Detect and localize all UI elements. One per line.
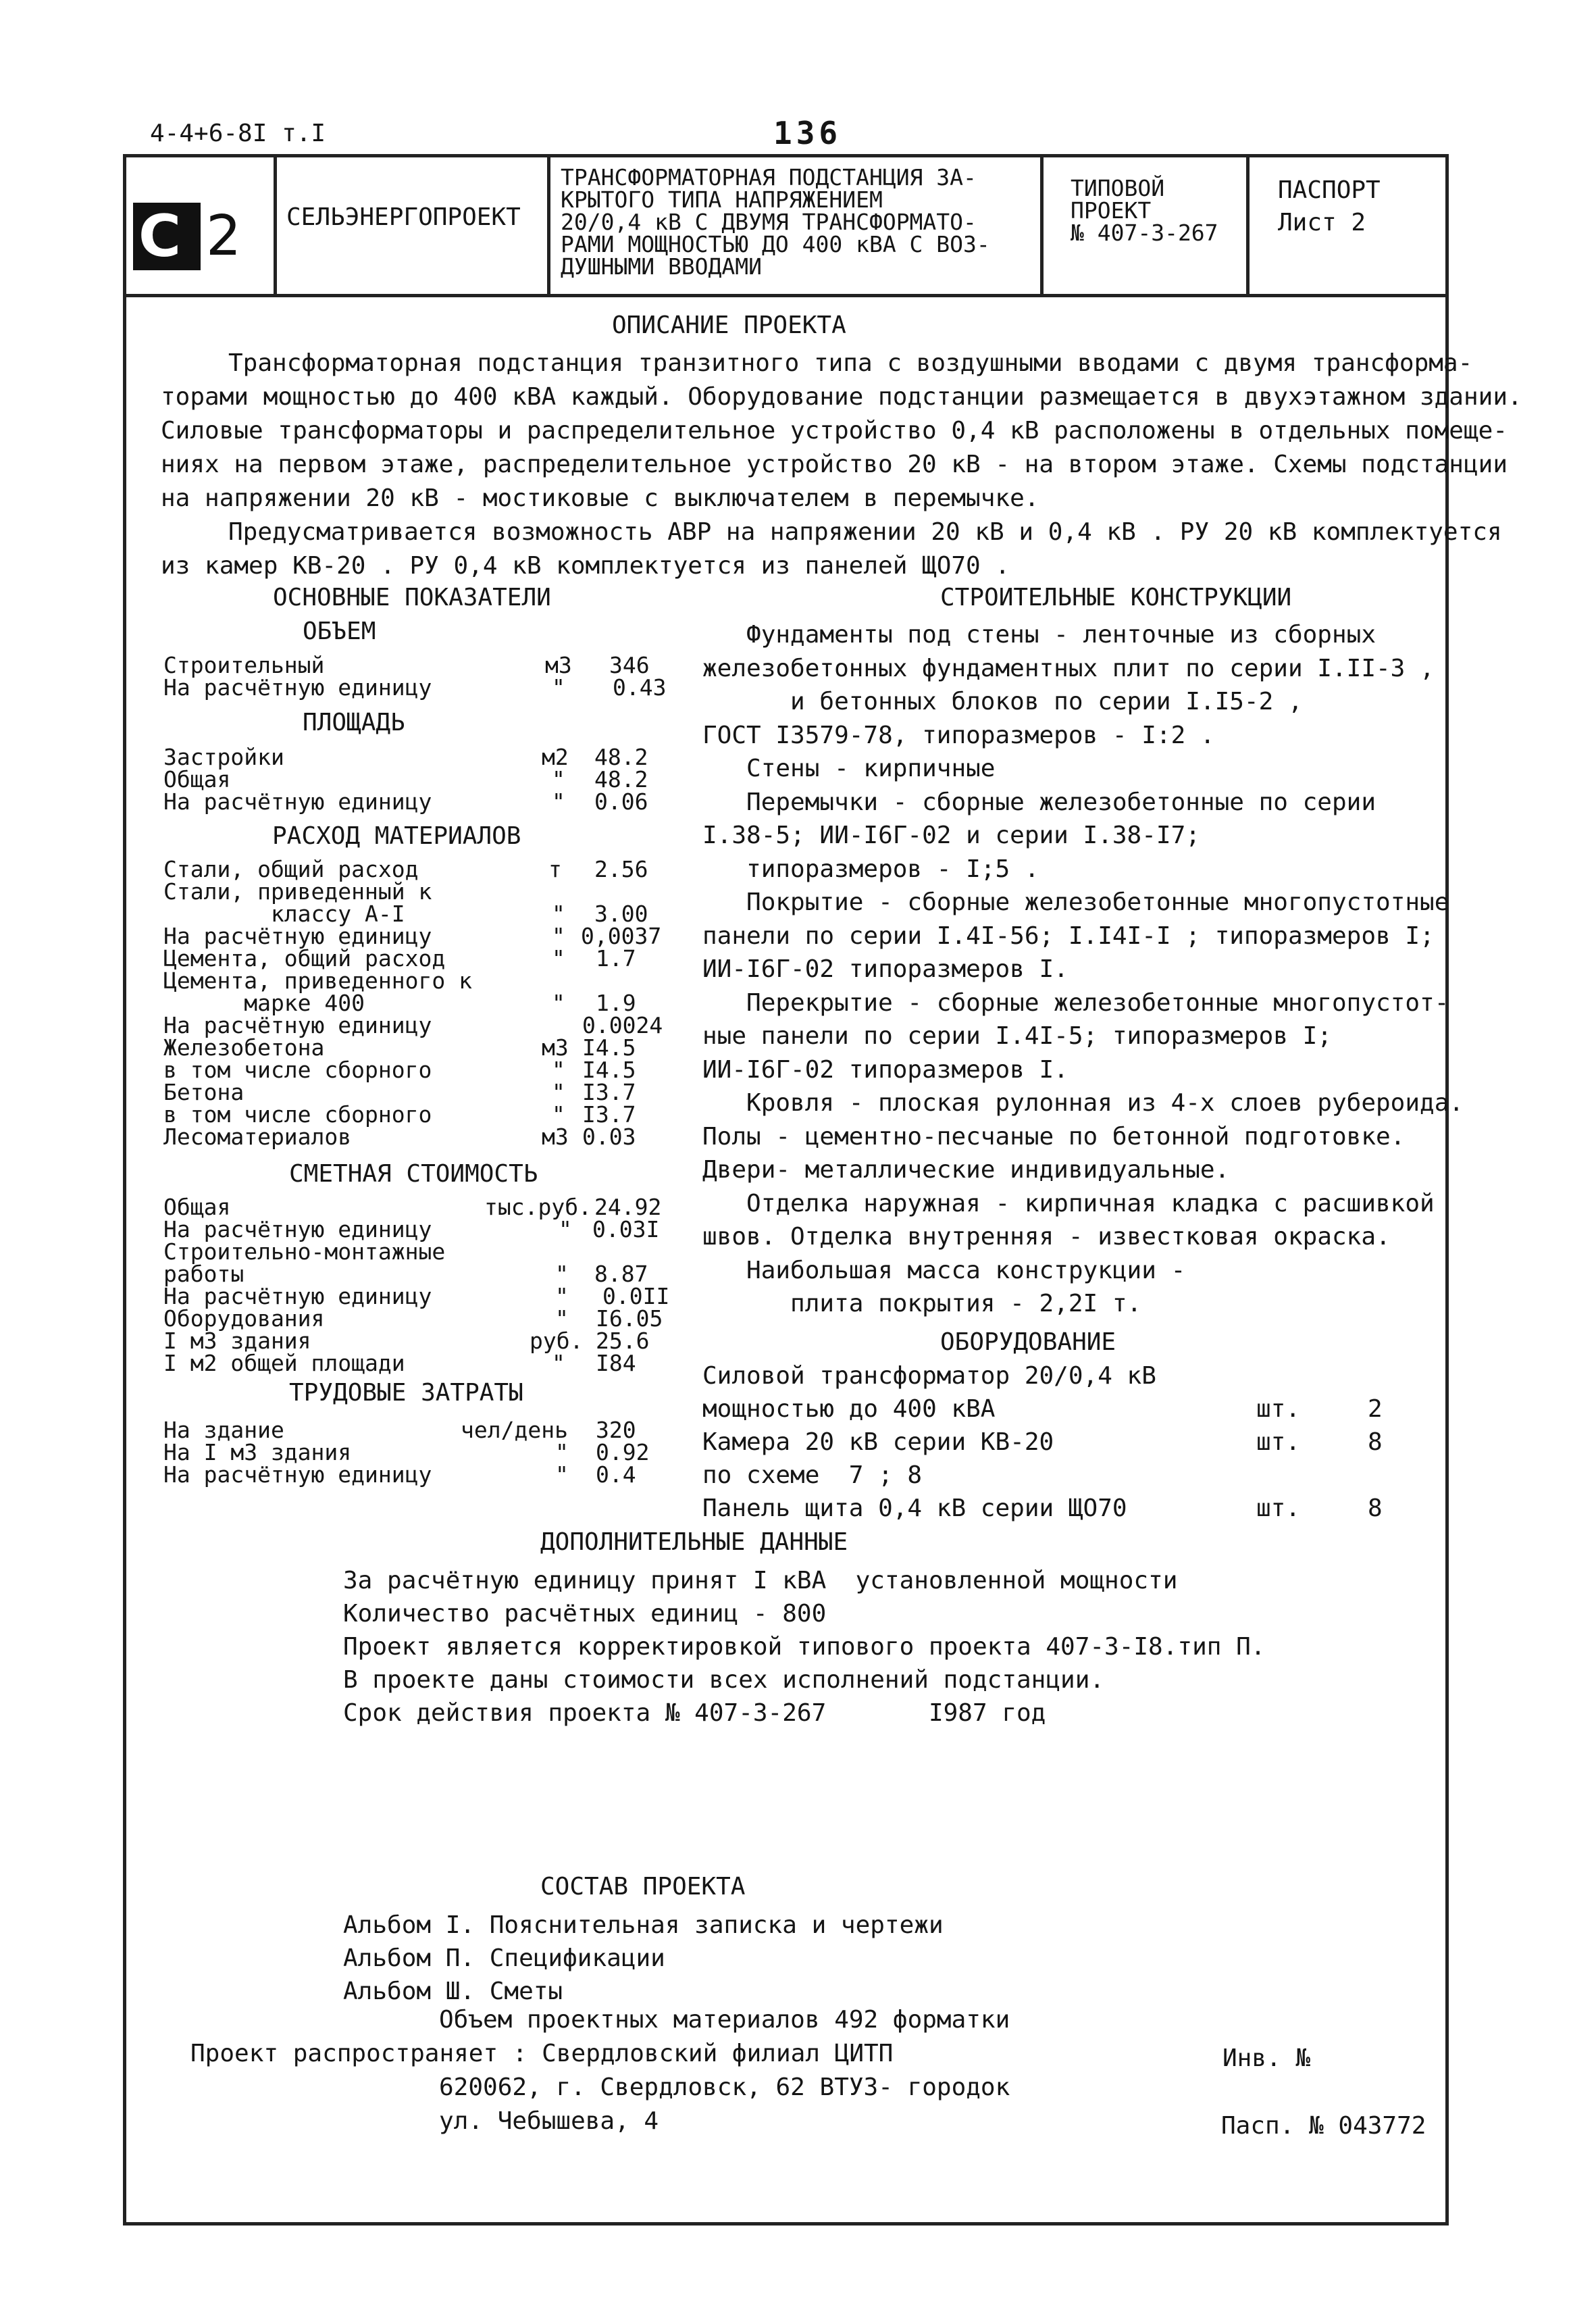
constructions-line: и бетонных блоков по серии I.I5-2 , bbox=[702, 688, 1303, 715]
indicator-row bbox=[163, 947, 717, 970]
indicator-label: I м3 здания bbox=[163, 1328, 311, 1354]
indicator-value: 1.7 bbox=[596, 945, 636, 972]
passport-label: ПАСПОРТ bbox=[1278, 176, 1381, 204]
additional-text bbox=[343, 1564, 1265, 1730]
indicator-unit: чел/день bbox=[461, 1417, 568, 1443]
additional-heading: ДОПОЛНИТЕЛЬНЫЕ ДАННЫЕ bbox=[540, 1528, 848, 1556]
indicator-label: в том числе сборного bbox=[163, 1101, 432, 1128]
constructions-line: Двери- металлические индивидуальные. bbox=[702, 1156, 1230, 1184]
title-block-divider bbox=[1040, 154, 1044, 297]
indicator-label: На расчётную единицу bbox=[163, 1012, 432, 1038]
indicator-unit: " bbox=[552, 766, 565, 793]
indicator-row bbox=[163, 676, 717, 699]
equipment-row bbox=[702, 1462, 1432, 1495]
indicator-label: Лесоматериалов bbox=[163, 1124, 352, 1150]
indicator-row bbox=[163, 1463, 717, 1486]
indicator-row bbox=[163, 1081, 717, 1103]
project-type-line: ПРОЕКТ bbox=[1071, 197, 1152, 224]
indicator-label: Бетона bbox=[163, 1079, 244, 1105]
indicator-value: 0.92 bbox=[596, 1439, 650, 1465]
equipment-label: Камера 20 кВ серии КВ-20 bbox=[702, 1428, 1054, 1456]
title-block-divider bbox=[547, 154, 550, 297]
description-heading: ОПИСАНИЕ ПРОЕКТА bbox=[612, 311, 846, 339]
constructions-line: Стены - кирпичные bbox=[702, 755, 996, 782]
constructions-line: типоразмеров - I;5 . bbox=[702, 855, 1039, 883]
indicator-value: I4.5 bbox=[582, 1034, 636, 1061]
indicator-row bbox=[163, 790, 717, 813]
indicator-unit: " bbox=[555, 1305, 569, 1332]
constructions-line: ГОСТ I3579-78, типоразмеров - I:2 . bbox=[702, 721, 1215, 749]
description-line: из камер КВ-20 . РУ 0,4 кВ комплектуется из панелей ЩО70 . bbox=[161, 552, 1010, 580]
indicator-unit: руб. bbox=[530, 1328, 584, 1354]
indicator-row bbox=[163, 1285, 717, 1307]
indicator-value: 0.0II bbox=[602, 1283, 670, 1309]
project-title bbox=[561, 166, 990, 278]
project-title-line: РАМИ МОЩНОСТЬЮ ДО 400 кВА С ВОЗ- bbox=[561, 231, 990, 257]
labor-table bbox=[163, 1419, 717, 1486]
equipment-label: Панель щита 0,4 кВ серии ЩО70 bbox=[702, 1494, 1127, 1522]
indicator-label: Оборудования bbox=[163, 1305, 325, 1332]
indicator-unit: м2 bbox=[542, 744, 569, 770]
constructions-line: швов. Отделка внутренняя - известковая окраска. bbox=[702, 1223, 1391, 1251]
indicator-label: Строительно-монтажные bbox=[163, 1238, 446, 1265]
indicator-row bbox=[163, 1307, 717, 1330]
indicator-value: I4.5 bbox=[582, 1057, 636, 1083]
description-text bbox=[161, 347, 1522, 583]
indicator-row bbox=[163, 925, 717, 947]
indicator-row bbox=[163, 1240, 717, 1263]
indicators-heading: ОСНОВНЫЕ ПОКАЗАТЕЛИ bbox=[273, 584, 551, 611]
indicator-row bbox=[163, 1419, 717, 1441]
indicator-unit: " bbox=[552, 1057, 565, 1083]
organization-logo bbox=[133, 203, 255, 270]
constructions-line: Наибольшая масса конструкции - bbox=[702, 1256, 1186, 1284]
indicator-row bbox=[163, 1014, 717, 1036]
indicator-unit: " bbox=[552, 788, 565, 815]
indicator-unit: " bbox=[555, 1439, 569, 1465]
indicator-label: Застройки bbox=[163, 744, 284, 770]
document-code: 4-4+6-8I т.I bbox=[150, 120, 326, 147]
cost-table bbox=[163, 1196, 717, 1374]
constructions-line: Фундаменты под стены - ленточные из сборных bbox=[702, 621, 1376, 649]
indicator-value: 0.03I bbox=[592, 1216, 660, 1242]
address-line: ул. Чебышева, 4 bbox=[439, 2107, 659, 2135]
indicator-label: Цемента, приведенного к bbox=[163, 967, 472, 994]
indicator-row bbox=[163, 1126, 717, 1148]
indicator-value: 0.0024 bbox=[582, 1012, 663, 1038]
additional-line: Проект является корректировкой типового проекта 407-3-I8.тип П. bbox=[343, 1633, 1266, 1661]
constructions-line: Покрытие - сборные железобетонные многопустотные bbox=[702, 888, 1449, 916]
indicator-label: марке 400 bbox=[163, 990, 365, 1016]
indicator-label: Строительный bbox=[163, 652, 325, 678]
indicator-row bbox=[163, 992, 717, 1014]
indicator-label: Цемента, общий расход bbox=[163, 945, 446, 972]
indicator-value: 25.6 bbox=[596, 1328, 650, 1354]
indicator-unit: " bbox=[552, 1079, 565, 1105]
passport-number: Пасп. № 043772 bbox=[1221, 2112, 1426, 2140]
indicator-value: 0.4 bbox=[596, 1461, 636, 1488]
indicator-value: 8.87 bbox=[594, 1261, 648, 1287]
indicator-value: I3.7 bbox=[582, 1079, 636, 1105]
indicator-label: в том числе сборного bbox=[163, 1057, 432, 1083]
indicator-value: 0.03 bbox=[582, 1124, 636, 1150]
description-line: Трансформаторная подстанция транзитного типа с воздушными вводами с двумя трансформа- bbox=[228, 349, 1473, 377]
indicator-row bbox=[163, 858, 717, 880]
cost-heading: СМЕТНАЯ СТОИМОСТЬ bbox=[289, 1160, 538, 1188]
indicator-label: На расчётную единицу bbox=[163, 1216, 432, 1242]
constructions-text bbox=[702, 618, 1464, 1321]
project-title-line: КРЫТОГО ТИПА НАПРЯЖЕНИЕМ bbox=[561, 186, 883, 213]
indicator-value: 2.56 bbox=[594, 856, 648, 882]
album-item: Альбом I. Пояснительная записка и чертежи bbox=[343, 1911, 944, 1939]
indicator-row bbox=[163, 1441, 717, 1463]
materials-volume: Объем проектных материалов 492 форматки bbox=[439, 2006, 1010, 2034]
description-line: Силовые трансформаторы и распределительное устройство 0,4 кВ расположены в отдельных помеще- bbox=[161, 417, 1508, 445]
indicator-value: 320 bbox=[596, 1417, 636, 1443]
additional-line: В проекте даны стоимости всех исполнений подстанции. bbox=[343, 1666, 1105, 1694]
page-number: 136 bbox=[773, 115, 842, 151]
indicator-row bbox=[163, 1330, 717, 1352]
indicator-row bbox=[163, 967, 717, 994]
indicator-label: I м2 общей площади bbox=[163, 1350, 405, 1376]
constructions-line: панели по серии I.4I-56; I.I4I-I ; типоразмеров I; bbox=[702, 922, 1435, 950]
indicator-unit: " bbox=[552, 674, 565, 701]
equipment-unit: шт. bbox=[1256, 1428, 1301, 1456]
equipment-unit: шт. bbox=[1256, 1395, 1301, 1423]
equipment-table bbox=[702, 1363, 1432, 1528]
constructions-heading: СТРОИТЕЛЬНЫЕ КОНСТРУКЦИИ bbox=[940, 584, 1292, 611]
project-title-line: 20/0,4 кВ С ДВУМЯ ТРАНСФОРМАТО- bbox=[561, 209, 977, 235]
indicator-row bbox=[163, 1059, 717, 1081]
indicator-unit: " bbox=[555, 1283, 569, 1309]
constructions-line: плита покрытия - 2,2I т. bbox=[702, 1290, 1142, 1317]
album-item: Альбом Ш. Сметы bbox=[343, 1978, 563, 2005]
indicator-row bbox=[163, 903, 717, 925]
equipment-row bbox=[702, 1495, 1432, 1528]
indicator-label: На расчётную единицу bbox=[163, 1461, 432, 1488]
additional-line: Срок действия проекта № 407-3-267 I987 год bbox=[343, 1699, 1046, 1727]
constructions-line: железобетонных фундаментных плит по серии I.II-3 , bbox=[702, 654, 1435, 682]
title-block-divider bbox=[274, 154, 277, 297]
project-title-line: ДУШНЫМИ ВВОДАМИ bbox=[561, 253, 763, 280]
constructions-line: ИИ-I6Г-02 типоразмеров I. bbox=[702, 1055, 1069, 1084]
inventory-number: Инв. № bbox=[1222, 2044, 1311, 2072]
constructions-line: ные панели по серии I.4I-5; типоразмеров I; bbox=[702, 1022, 1332, 1050]
indicator-value: 48.2 bbox=[594, 744, 648, 770]
project-type bbox=[1071, 177, 1218, 244]
indicator-label: Стали, приведенный к bbox=[163, 878, 432, 905]
area-heading: ПЛОЩАДЬ bbox=[303, 709, 405, 736]
volume-heading: ОБЪЕМ bbox=[303, 618, 376, 645]
indicator-value: I3.7 bbox=[582, 1101, 636, 1128]
indicator-label: На расчётную единицу bbox=[163, 674, 432, 701]
indicator-unit: " bbox=[555, 1461, 569, 1488]
indicator-label: работы bbox=[163, 1261, 244, 1287]
constructions-line: ИИ-I6Г-02 типоразмеров I. bbox=[702, 955, 1069, 983]
indicator-unit: м3 bbox=[545, 652, 572, 678]
project-title-line: ТРАНСФОРМАТОРНАЯ ПОДСТАНЦИЯ ЗА- bbox=[561, 164, 977, 191]
indicator-label: Железобетона bbox=[163, 1034, 325, 1061]
indicator-unit: " bbox=[552, 1350, 565, 1376]
address-line: 620062, г. Свердловск, 62 ВТУЗ- городок bbox=[439, 2073, 1010, 2101]
equipment-row bbox=[702, 1363, 1432, 1396]
indicator-row bbox=[163, 1352, 717, 1374]
constructions-line: Перекрытие - сборные железобетонные многопустот- bbox=[702, 988, 1449, 1017]
logo-letter: С bbox=[138, 203, 182, 270]
project-type-line: № 407-3-267 bbox=[1071, 220, 1218, 246]
indicator-row bbox=[163, 1218, 717, 1240]
indicator-unit: " bbox=[552, 1101, 565, 1128]
indicator-unit: " bbox=[552, 923, 565, 949]
indicator-unit: т bbox=[548, 856, 562, 882]
indicator-value: 0.43 bbox=[613, 674, 667, 701]
album-item: Альбом П. Спецификации bbox=[343, 1944, 665, 1972]
description-line: ниях на первом этаже, распределительное устройство 20 кВ - на втором этаже. Схемы подстанции bbox=[161, 451, 1508, 478]
indicator-value: 0,0037 bbox=[581, 923, 662, 949]
indicator-unit: " bbox=[555, 1261, 569, 1287]
indicator-value: 0.06 bbox=[594, 788, 648, 815]
additional-line: За расчётную единицу принят I кВА установленной мощности bbox=[343, 1567, 1178, 1594]
volume-table bbox=[163, 654, 717, 699]
indicator-label: На расчётную единицу bbox=[163, 923, 432, 949]
indicator-value: 1.9 bbox=[596, 990, 636, 1016]
equipment-unit: шт. bbox=[1256, 1494, 1301, 1522]
additional-line: Количество расчётных единиц - 800 bbox=[343, 1600, 827, 1628]
indicator-row bbox=[163, 1196, 717, 1218]
indicator-value: 48.2 bbox=[594, 766, 648, 793]
equipment-row bbox=[702, 1429, 1432, 1462]
materials-heading: РАСХОД МАТЕРИАЛОВ bbox=[272, 822, 521, 850]
indicator-unit: " bbox=[552, 945, 565, 972]
indicator-unit: м3 bbox=[542, 1124, 569, 1150]
indicator-row bbox=[163, 1263, 717, 1285]
area-table bbox=[163, 746, 717, 813]
indicator-row bbox=[163, 766, 717, 793]
indicator-value: I84 bbox=[596, 1350, 636, 1376]
equipment-heading: ОБОРУДОВАНИЕ bbox=[940, 1328, 1116, 1356]
indicator-row bbox=[163, 746, 717, 768]
description-line: на напряжении 20 кВ - мостиковые с выключателем в перемычке. bbox=[161, 484, 1039, 512]
indicator-label: На I м3 здания bbox=[163, 1439, 352, 1465]
indicator-value: 3.00 bbox=[594, 901, 648, 927]
constructions-line: Отделка наружная - кирпичная кладка с расшивкой bbox=[702, 1189, 1435, 1217]
logo-mark bbox=[133, 203, 201, 270]
indicator-label: На расчётную единицу bbox=[163, 1283, 432, 1309]
indicator-unit: " bbox=[552, 901, 565, 927]
indicator-row bbox=[163, 880, 717, 903]
composition-heading: СОСТАВ ПРОЕКТА bbox=[540, 1873, 746, 1901]
sheet-label: Лист 2 bbox=[1278, 209, 1366, 236]
indicator-label: Общая bbox=[163, 766, 231, 793]
album-list bbox=[343, 1909, 944, 2008]
indicator-unit: " bbox=[552, 990, 565, 1016]
organization-name: СЕЛЬЭНЕРГОПРОЕКТ bbox=[286, 203, 521, 231]
indicator-label: На расчётную единицу bbox=[163, 788, 432, 815]
labor-heading: ТРУДОВЫЕ ЗАТРАТЫ bbox=[289, 1379, 523, 1407]
indicator-unit: м3 bbox=[542, 1034, 569, 1061]
equipment-row bbox=[702, 1396, 1432, 1429]
equipment-qty: 2 bbox=[1368, 1395, 1383, 1423]
constructions-line: Кровля - плоская рулонная из 4-х слоев рубероида. bbox=[702, 1089, 1464, 1117]
logo-number: 2 bbox=[206, 204, 242, 268]
constructions-line: Перемычки - сборные железобетонные по серии bbox=[702, 788, 1376, 816]
indicator-row bbox=[163, 1036, 717, 1059]
constructions-line: Полы - цементно-песчаные по бетонной подготовке. bbox=[702, 1122, 1406, 1151]
equipment-label: мощностью до 400 кВА bbox=[702, 1395, 996, 1423]
equipment-qty: 8 bbox=[1368, 1428, 1383, 1456]
description-line: Предусматривается возможность АВР на напряжении 20 кВ и 0,4 кВ . РУ 20 кВ комплектуется bbox=[228, 518, 1502, 546]
equipment-label: Силовой трансформатор 20/0,4 кВ bbox=[702, 1362, 1156, 1390]
indicator-label: Общая bbox=[163, 1194, 231, 1220]
indicator-value: 24.92 bbox=[594, 1194, 662, 1220]
indicator-label: классу А-I bbox=[163, 901, 405, 927]
indicator-unit: " bbox=[559, 1216, 572, 1242]
constructions-line: I.38-5; ИИ-I6Г-02 и серии I.38-I7; bbox=[702, 822, 1200, 849]
materials-table bbox=[163, 858, 717, 1148]
description-line: торами мощностью до 400 кВА каждый. Оборудование подстанции размещается в двухэтажном здании. bbox=[161, 383, 1522, 411]
distributor: Проект распространяет : Свердловский филиал ЦИТП bbox=[190, 2040, 894, 2067]
indicator-label: На здание bbox=[163, 1417, 284, 1443]
equipment-label: по схеме 7 ; 8 bbox=[702, 1461, 923, 1489]
indicator-value: 346 bbox=[609, 652, 650, 678]
equipment-qty: 8 bbox=[1368, 1494, 1383, 1522]
indicator-value: I6.05 bbox=[596, 1305, 663, 1332]
project-type-line: ТИПОВОЙ bbox=[1071, 175, 1165, 201]
indicator-unit: тыс.руб. bbox=[484, 1194, 592, 1220]
indicator-row bbox=[163, 1103, 717, 1126]
indicator-row bbox=[163, 654, 717, 676]
indicator-label: Стали, общий расход bbox=[163, 856, 419, 882]
title-block-divider bbox=[1246, 154, 1250, 297]
